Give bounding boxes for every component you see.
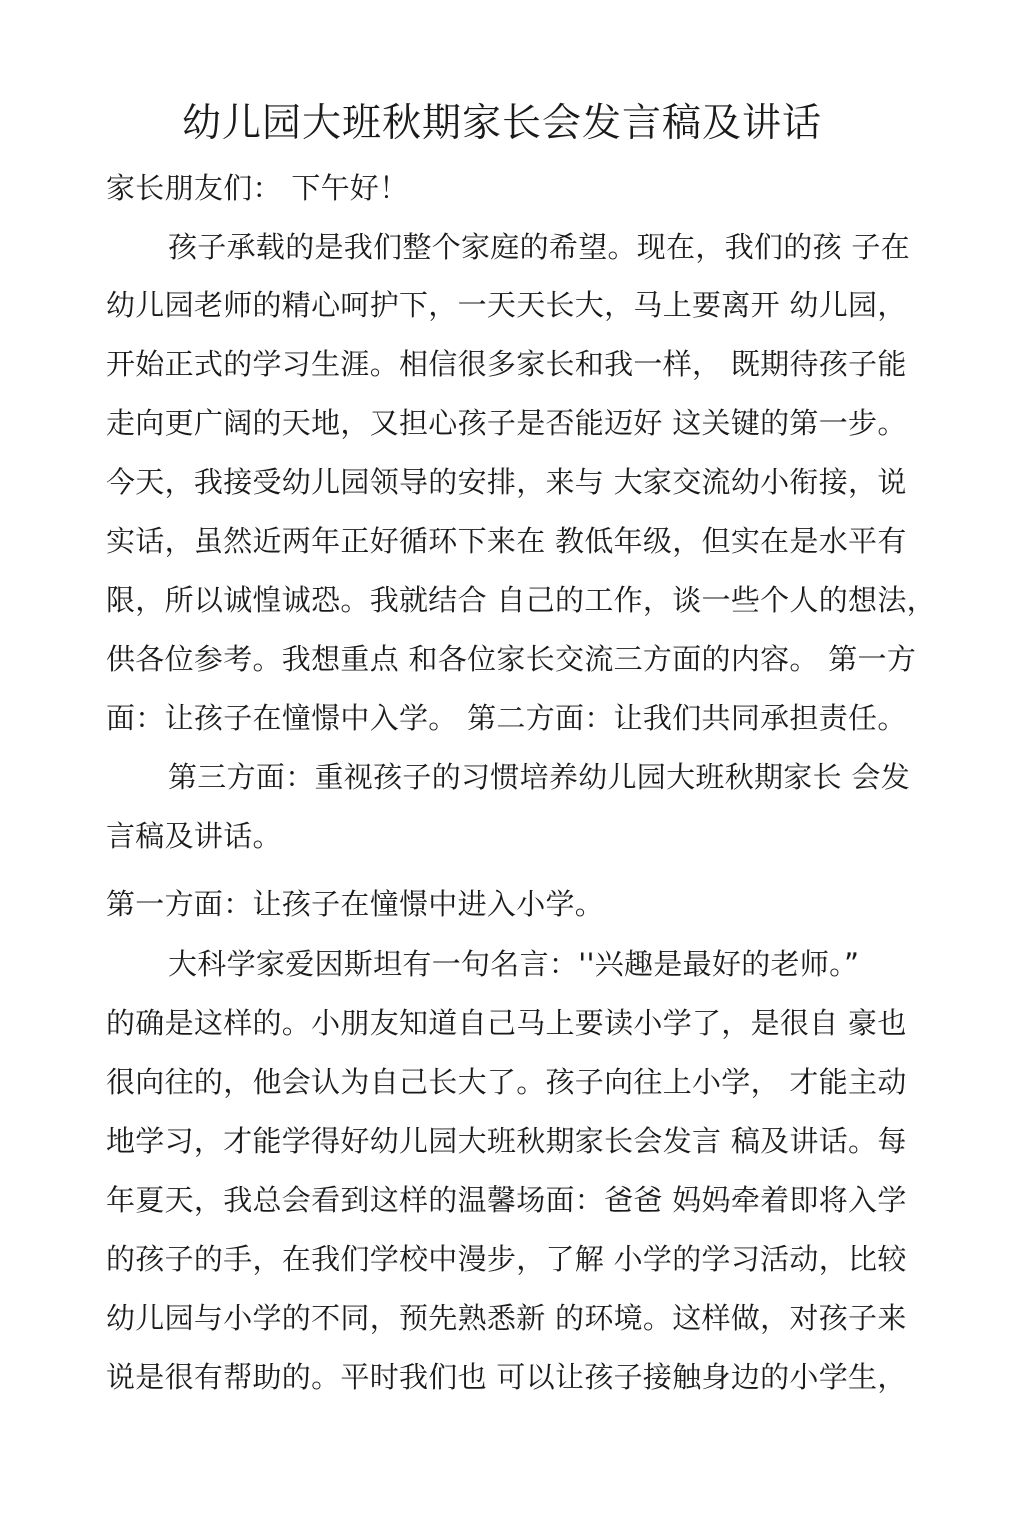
paragraph-line: 地学习，才能学得好幼儿园大班秋期家长会发言 稿及讲话。每 [106,1124,907,1158]
paragraph-line: 面：让孩子在憧憬中入学。 第二方面：让我们共同承担责任。 [106,701,907,735]
paragraph-line: 开始正式的学习生涯。相信很多家长和我一样， 既期待孩子能 [106,347,907,381]
paragraph-line: 今天，我接受幼儿园领导的安排，来与 大家交流幼小衔接，说 [106,465,907,499]
paragraph-line: 的确是这样的。小朋友知道自己马上要读小学了，是很自 豪也 [106,1006,907,1040]
paragraph-line: 年夏天，我总会看到这样的温馨场面：爸爸 妈妈牵着即将入学 [106,1183,907,1217]
paragraph-line: 限，所以诚惶诚恐。我就结合 自己的工作，谈一些个人的想法， [106,583,936,617]
document-title: 幼儿园大班秋期家长会发言稿及讲话 [181,101,822,146]
paragraph-line: 幼儿园老师的精心呵护下，一天天长大，马上要离开 幼儿园， [106,288,907,322]
paragraph-line: 家长朋友们： 下午好！ [106,171,409,205]
paragraph-line: 大科学家爱因斯坦有一句名言：''兴趣是最好的老师。” [168,947,860,981]
paragraph-line: 言稿及讲话。 [106,819,282,853]
paragraph-line: 说是很有帮助的。平时我们也 可以让孩子接触身边的小学生， [106,1360,907,1394]
paragraph-line: 幼儿园与小学的不同，预先熟悉新 的环境。这样做，对孩子来 [106,1301,907,1335]
paragraph-line: 第三方面：重视孩子的习惯培养幼儿园大班秋期家长 会发 [168,760,911,794]
paragraph-line: 孩子承载的是我们整个家庭的希望。现在，我们的孩 子在 [168,230,911,264]
paragraph-line: 供各位参考。我想重点 和各位家长交流三方面的内容。 第一方 [106,642,917,676]
paragraph-line: 走向更广阔的天地，又担心孩子是否能迈好 这关键的第一步。 [106,406,907,440]
section-heading: 第一方面：让孩子在憧憬中进入小学。 [106,887,605,921]
paragraph-line: 的孩子的手，在我们学校中漫步，了解 小学的学习活动，比较 [106,1242,907,1276]
paragraph-line: 实话，虽然近两年正好循环下来在 教低年级，但实在是水平有 [106,524,907,558]
paragraph-line: 很向往的，他会认为自己长大了。孩子向往上小学， 才能主动 [106,1065,907,1099]
